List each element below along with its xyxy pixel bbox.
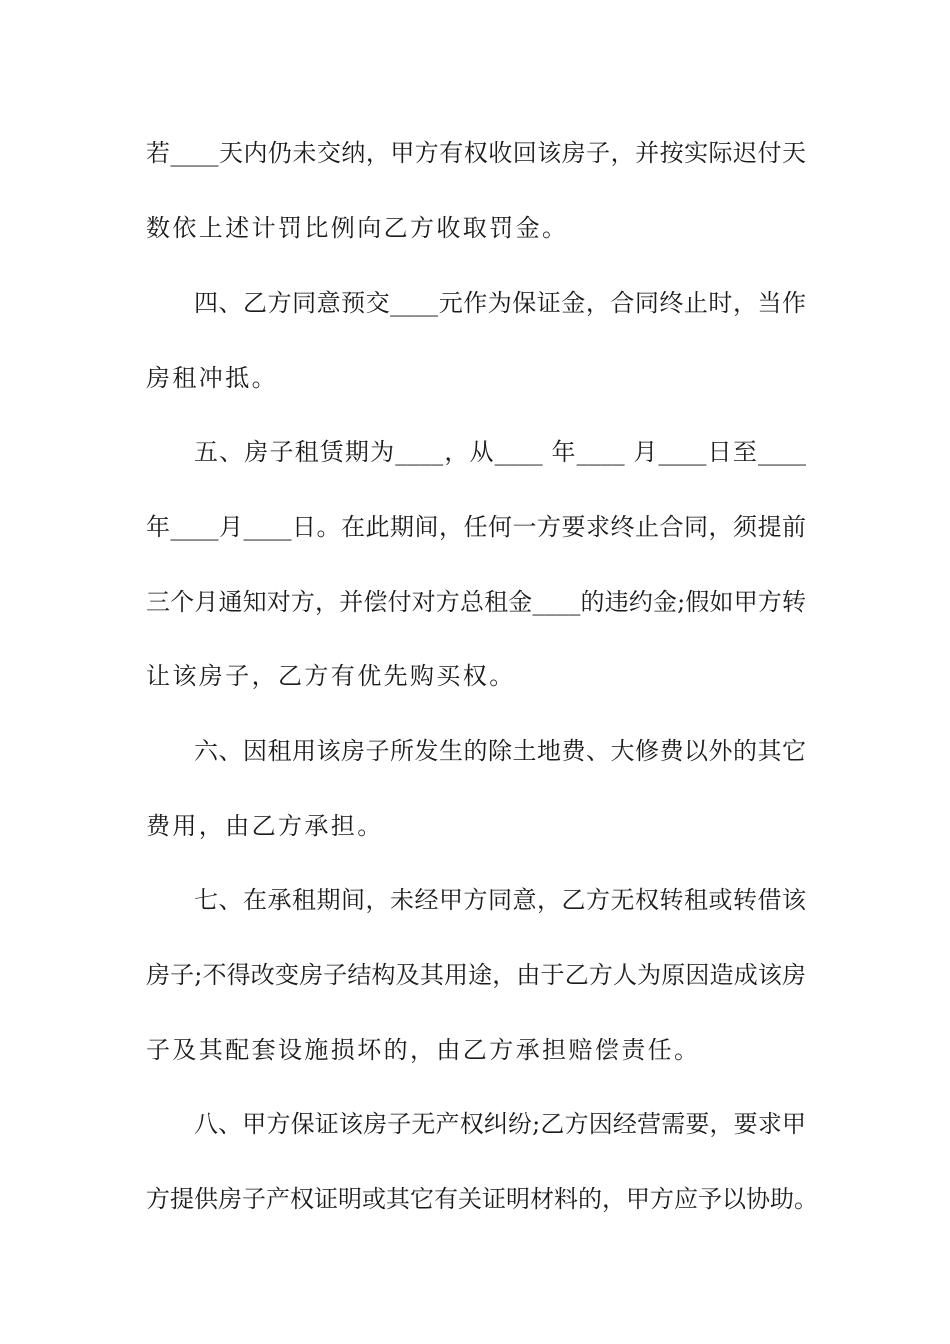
clause-four: 四、乙方同意预交____元作为保证金，合同终止时，当作 — [194, 289, 806, 317]
text-line: 数依上述计罚比例向乙方收取罚金。 — [146, 214, 569, 242]
text-line: 房租冲抵。 — [146, 364, 278, 392]
clause-seven: 七、在承租期间，未经甲方同意，乙方无权转租或转借该 — [194, 886, 806, 914]
clause-six: 六、因租用该房子所发生的除土地费、大修费以外的其它 — [194, 737, 806, 765]
text-line: 若____天内仍未交纳，甲方有权收回该房子，并按实际迟付天 — [146, 139, 806, 167]
text-line: 房子;不得改变房子结构及其用途，由于乙方人为原因造成该房 — [146, 961, 806, 989]
text-line: 方提供房子产权证明或其它有关证明材料的，甲方应予以协助。 — [146, 1185, 818, 1213]
text-line: 让该房子，乙方有优先购买权。 — [146, 662, 516, 690]
text-line: 子及其配套设施损坏的，由乙方承担赔偿责任。 — [146, 1036, 701, 1064]
clause-five: 五、房子租赁期为____，从____ 年____ 月____日至____ — [194, 438, 806, 466]
text-line: 年____月____日。在此期间，任何一方要求终止合同，须提前 — [146, 513, 806, 541]
text-line: 费用，由乙方承担。 — [146, 812, 384, 840]
clause-eight: 八、甲方保证该房子无产权纠纷;乙方因经营需要，要求甲 — [194, 1110, 806, 1138]
text-line: 三个月通知对方，并偿付对方总租金____的违约金;假如甲方转 — [146, 588, 806, 616]
